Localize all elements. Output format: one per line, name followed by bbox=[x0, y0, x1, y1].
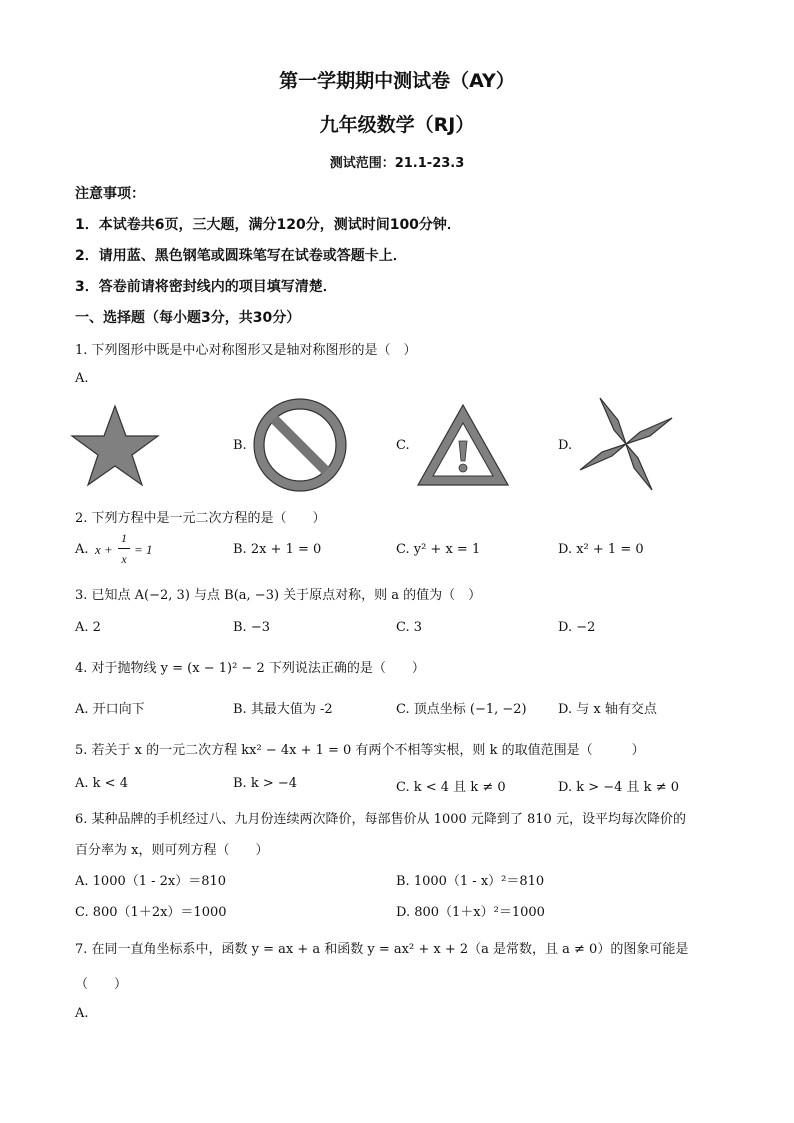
q3-option-d: D. −2 bbox=[558, 620, 596, 635]
star-shape-icon bbox=[70, 403, 160, 487]
question-6-stem: 6. 某种品牌的手机经过八、九月份连续两次降价，每部售价从 1000 元降到了 810 元，设平均每次降价的 bbox=[75, 812, 686, 827]
q6-option-b: B. 1000（1 - x）²＝810 bbox=[396, 874, 545, 889]
question-5-stem: 5. 若关于 x 的一元二次方程 kx² − 4x + 1 = 0 有两个不相等实根，则 k 的取值范围是（ ） bbox=[75, 743, 645, 758]
exam-title: 第一学期期中测试卷（AY） bbox=[279, 70, 515, 92]
question-2-stem: 2. 下列方程中是一元二次方程的是（ ） bbox=[75, 511, 326, 526]
question-4-stem: 4. 对于抛物线 y = (x − 1)² − 2 下列说法正确的是（ ） bbox=[75, 661, 425, 676]
section-heading: 一、选择题（每小题3分，共30分） bbox=[75, 310, 301, 326]
warning-triangle-icon bbox=[416, 403, 510, 487]
q1-option-b-label: B. bbox=[233, 438, 247, 453]
no-entry-sign-icon bbox=[252, 397, 348, 493]
q5-option-b: B. k > −4 bbox=[233, 776, 298, 791]
q4-option-b: B. 其最大值为 -2 bbox=[233, 702, 333, 717]
q6-option-a: A. 1000（1 - 2x）＝810 bbox=[75, 874, 227, 889]
q5-option-a: A. k < 4 bbox=[75, 776, 128, 791]
q7-option-a-label: A. bbox=[75, 1006, 89, 1021]
q3-option-b: B. −3 bbox=[233, 620, 270, 635]
q2-option-d: D. x² + 1 = 0 bbox=[558, 542, 644, 557]
q5-option-d: D. k > −4 且 k ≠ 0 bbox=[558, 780, 679, 795]
note-item: 3．答卷前请将密封线内的项目填写清楚． bbox=[75, 279, 337, 295]
q6-option-c: C. 800（1＋2x）＝1000 bbox=[75, 905, 227, 920]
fraction-bar bbox=[118, 548, 130, 549]
question-6-stem-cont: 百分率为 x，则可列方程（ ） bbox=[75, 843, 269, 858]
q1-option-c-label: C. bbox=[396, 438, 410, 453]
q2-option-c: C. y² + x = 1 bbox=[396, 542, 481, 557]
notes-heading: 注意事项： bbox=[75, 186, 145, 202]
q4-option-c: C. 顶点坐标 (−1, −2) bbox=[396, 702, 527, 717]
q1-option-d-label: D. bbox=[558, 438, 573, 453]
q2-option-a-rhs: = 1 bbox=[134, 542, 153, 557]
pinwheel-shape-icon bbox=[578, 396, 674, 492]
q2-option-a-fraction-denominator: x bbox=[121, 552, 127, 566]
test-range: 测试范围：21.1-23.3 bbox=[329, 156, 465, 171]
q3-option-c: C. 3 bbox=[396, 620, 423, 635]
q4-option-d: D. 与 x 轴有交点 bbox=[558, 702, 657, 717]
q2-option-a-lhs: x + bbox=[95, 542, 113, 557]
question-7-stem: 7. 在同一直角坐标系中，函数 y = ax + a 和函数 y = ax² + x + 2（a 是常数，且 a ≠ 0）的图象可能是 bbox=[75, 942, 689, 957]
q3-option-a: A. 2 bbox=[75, 620, 101, 635]
q6-option-d: D. 800（1＋x）²＝1000 bbox=[396, 905, 545, 920]
q2-option-b: B. 2x + 1 = 0 bbox=[233, 542, 322, 557]
q5-option-c: C. k < 4 且 k ≠ 0 bbox=[396, 780, 506, 795]
q2-option-a-label: A. bbox=[75, 542, 89, 557]
note-item: 1．本试卷共6页，三大题，满分120分，测试时间100分钟． bbox=[75, 217, 461, 233]
q4-option-a: A. 开口向下 bbox=[75, 702, 145, 717]
question-1-stem: 1. 下列图形中既是中心对称图形又是轴对称图形的是（ ） bbox=[75, 343, 417, 358]
question-3-stem: 3. 已知点 A(−2, 3) 与点 B(a, −3) 关于原点对称，则 a 的值为（ ） bbox=[75, 588, 482, 603]
q1-option-a-label: A. bbox=[75, 371, 89, 386]
q2-option-a-fraction-numerator: 1 bbox=[121, 531, 127, 545]
question-7-stem-cont: （ ） bbox=[75, 977, 128, 992]
note-item: 2．请用蓝、黑色钢笔或圆珠笔写在试卷或答题卡上． bbox=[75, 248, 407, 264]
exam-subtitle: 九年级数学（RJ） bbox=[319, 114, 475, 136]
